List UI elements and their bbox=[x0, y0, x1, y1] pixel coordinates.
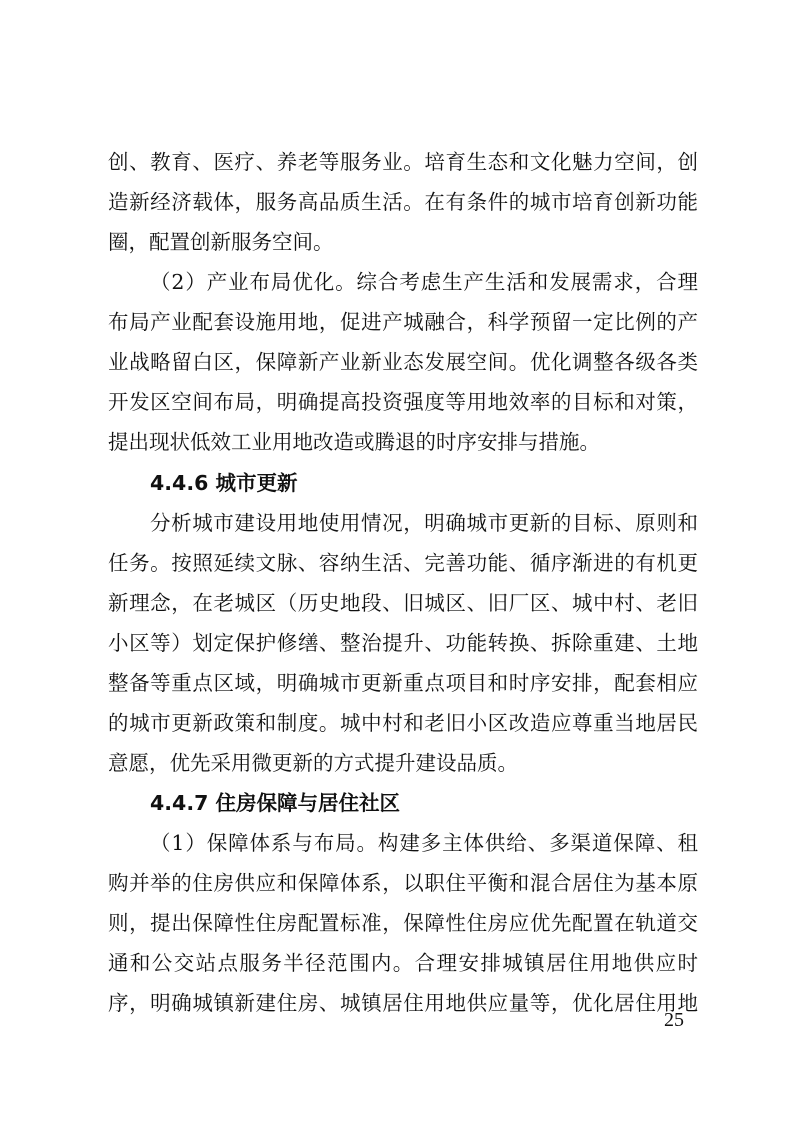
body-text-line: 业战略留白区，保障新产业新业态发展空间。优化调整各级各类 bbox=[108, 350, 698, 374]
body-text-line: 通和公交站点服务半径范围内。合理安排城镇居住用地供应时 bbox=[108, 951, 698, 975]
body-text-line: 布局产业配套设施用地，促进产城融合，科学预留一定比例的产 bbox=[108, 310, 698, 334]
body-text-line: 分析城市建设用地使用情况，明确城市更新的目标、原则和 bbox=[150, 511, 698, 535]
body-text-line: 创、教育、医疗、养老等服务业。培育生态和文化魅力空间，创 bbox=[108, 150, 698, 174]
body-text-line: 序，明确城镇新建住房、城镇居住用地供应量等，优化居住用地 bbox=[108, 991, 698, 1015]
section-heading: 4.4.7 住房保障与居住社区 bbox=[150, 791, 401, 815]
body-text-line: 小区等）划定保护修缮、整治提升、功能转换、拆除重建、土地 bbox=[108, 631, 698, 655]
body-text-line: 开发区空间布局，明确提高投资强度等用地效率的目标和对策， bbox=[108, 390, 698, 414]
body-text-line: （1）保障体系与布局。构建多主体供给、多渠道保障、租 bbox=[150, 831, 698, 855]
body-text-line: 任务。按照延续文脉、容纳生活、完善功能、循序渐进的有机更 bbox=[108, 551, 698, 575]
body-text-line: 新理念，在老城区（历史地段、旧城区、旧厂区、城中村、老旧 bbox=[108, 591, 698, 615]
body-text-line: 意愿，优先采用微更新的方式提升建设品质。 bbox=[108, 751, 518, 775]
page-number: 25 bbox=[664, 1009, 684, 1031]
body-text-line: 提出现状低效工业用地改造或腾退的时序安排与措施。 bbox=[108, 430, 600, 454]
body-text-line: 则，提出保障性住房配置标准，保障性住房应优先配置在轨道交 bbox=[108, 911, 698, 935]
body-text-line: 造新经济载体，服务高品质生活。在有条件的城市培育创新功能 bbox=[108, 190, 698, 214]
section-heading: 4.4.6 城市更新 bbox=[150, 471, 298, 495]
body-text-line: 整备等重点区域，明确城市更新重点项目和时序安排，配套相应 bbox=[108, 671, 698, 695]
body-text-line: 圈，配置创新服务空间。 bbox=[108, 230, 334, 254]
body-text-line: （2）产业布局优化。综合考虑生产生活和发展需求，合理 bbox=[150, 270, 698, 294]
body-text-line: 的城市更新政策和制度。城中村和老旧小区改造应尊重当地居民 bbox=[108, 711, 698, 735]
body-text-line: 购并举的住房供应和保障体系，以职住平衡和混合居住为基本原 bbox=[108, 871, 698, 895]
